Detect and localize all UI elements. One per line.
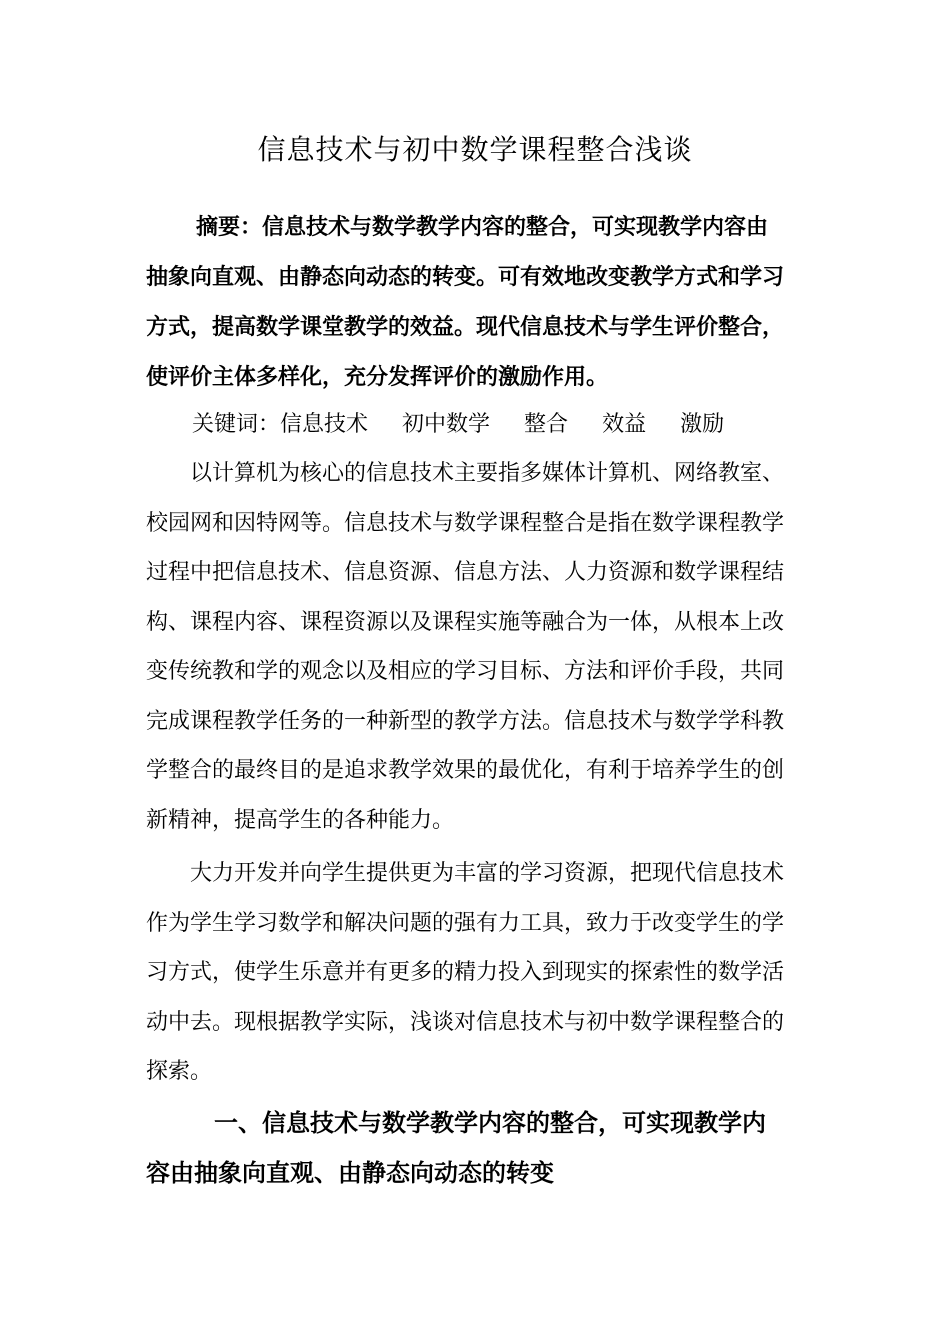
abstract-line: 使评价主体多样化，充分发挥评价的激励作用。 [146, 365, 609, 390]
paragraph-line: 以计算机为核心的信息技术主要指多媒体计算机、网络教室、 [190, 461, 785, 486]
paragraph-line: 大力开发并向学生提供更为丰富的学习资源，把现代信息技术 [190, 861, 785, 886]
abstract-line: 摘要：信息技术与数学教学内容的整合，可实现教学内容由 [196, 215, 769, 240]
keywords-label: 关键词： [192, 412, 281, 437]
paragraph-line: 探索。 [146, 1059, 213, 1084]
document-title: 信息技术与初中数学课程整合浅谈 [257, 133, 693, 166]
paragraph-line: 完成课程教学任务的一种新型的教学方法。信息技术与数学学科教 [146, 708, 785, 734]
keyword: 整合 [524, 412, 569, 437]
paragraph-line: 变传统教和学的观念以及相应的学习目标、方法和评价手段，共同 [146, 659, 785, 684]
paragraph-line: 习方式，使学生乐意并有更多的精力投入到现实的探索性的数学活 [146, 960, 785, 985]
heading-line: 容由抽象向直观、由静态向动态的转变 [146, 1159, 554, 1187]
abstract-line: 抽象向直观、由静态向动态的转变。可有效地改变教学方式和学习 [146, 265, 785, 290]
heading-line: 一、信息技术与数学教学内容的整合，可实现教学内 [214, 1109, 766, 1137]
abstract-line: 方式，提高数学课堂教学的效益。现代信息技术与学生评价整合， [146, 315, 785, 340]
paragraph-line: 动中去。现根据教学实际，浅谈对信息技术与初中数学课程整合的 [146, 1009, 785, 1035]
keyword: 激励 [680, 412, 725, 437]
keywords [192, 402, 758, 448]
paragraph-line: 校园网和因特网等。信息技术与数学课程整合是指在数学课程教学 [146, 510, 785, 536]
paragraph-line: 构、课程内容、课程资源以及课程实施等融合为一体，从根本上改 [146, 609, 785, 635]
paragraph-line: 新精神，提高学生的各种能力。 [146, 807, 455, 833]
paragraph-line: 过程中把信息技术、信息资源、信息方法、人力资源和数学课程结 [146, 560, 785, 585]
abstract [146, 203, 806, 403]
paragraph-line: 学整合的最终目的是追求教学效果的最优化，有利于培养学生的创 [146, 758, 785, 783]
keyword: 初中数学 [402, 412, 491, 437]
paragraph-1 [146, 449, 806, 845]
paragraph-2 [146, 849, 806, 1097]
section-heading-1 [146, 1098, 806, 1198]
paragraph-line: 作为学生学习数学和解决问题的强有力工具，致力于改变学生的学 [146, 910, 785, 936]
keyword: 信息技术 [280, 412, 369, 437]
keyword: 效益 [602, 412, 647, 437]
